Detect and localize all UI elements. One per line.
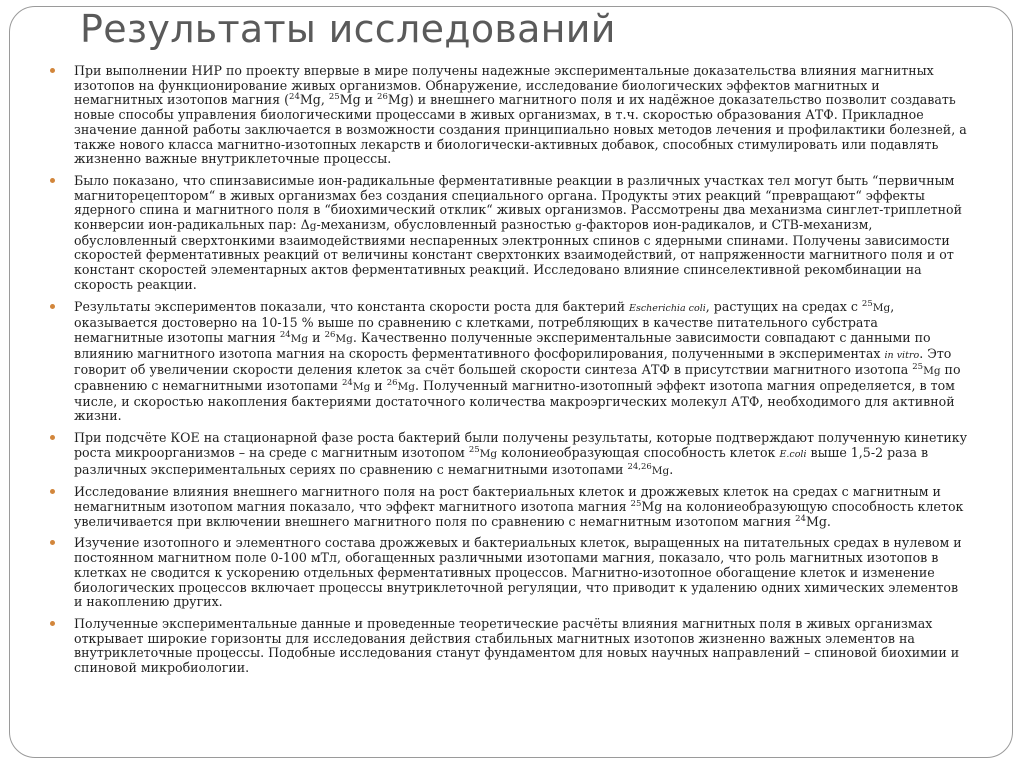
- bullet-paragraph: [74, 536, 970, 610]
- text-run: колониеобразующая способность клеток: [497, 444, 780, 460]
- bullet-dot-icon: [50, 68, 55, 73]
- bullet-dot-icon: [50, 178, 55, 183]
- text-run: Результаты экспериментов показали, что константа скорости роста для бактерий: [74, 298, 630, 314]
- bullet-dot-icon: [50, 621, 55, 626]
- slide-title: Результаты исследований: [80, 7, 616, 51]
- superscript-run: 25: [912, 362, 924, 373]
- small-text-run: Mg: [479, 447, 498, 460]
- text-run: Mg на колониеобразующую способность клеток увеличивается при включении внешнего магнитного поля по сравнению с немагнитным изотопом магния: [74, 498, 964, 529]
- superscript-run: 25: [861, 298, 873, 309]
- bullet-dot-icon: [50, 304, 55, 309]
- text-run: Полученные экспериментальные данные и проведенные теоретические расчёты влияния магнитных поля в живых организмах открывает широкие горизонты для исследования действия стабильных магнитных изотопов жизненно важных элементов на внутриклеточные процессы. Подобные исследования станут фундаментом для новых научных направлений – спиновой биохимии и спиновой микробиологии.: [74, 615, 960, 676]
- bullet-list: [74, 64, 970, 683]
- superscript-run: 25: [630, 498, 642, 509]
- text-run: и: [370, 378, 387, 394]
- text-run: по сравнению с немагнитными изотопами: [74, 362, 961, 394]
- superscript-run: 24: [279, 329, 291, 340]
- italic-run: Escherichia coli: [629, 302, 706, 314]
- superscript-run: 25: [468, 444, 480, 455]
- superscript-run: 24,26: [627, 461, 652, 472]
- text-run: . Качественно полученные экспериментальные зависимости совпадают с данными по влиянию магнитного изотопа магния на скорость ферментативного фосфорилирования, полученными в экспериментах: [74, 329, 931, 361]
- superscript-run: 24: [289, 92, 300, 103]
- text-run: Изучение изотопного и элементного состава дрожжевых и бактериальных клеток, выращенных на питательных средах в нулевом и постоянном магнитном поле 0-100 мТл, обогащенных различными изотопами магния, показало, что роль магнитных изотопов в клетках не сводится к ускорению отдельных ферментативных процессов. Магнитно-изотопное обогащение клеток и изменение биологических процессов включает процессы внутриклеточной регуляции, что приводит к удалению одних химических элементов и накоплению других.: [74, 535, 962, 610]
- text-run: и: [308, 329, 325, 345]
- text-run: При выполнении НИР по проекту впервые в мире получены надежные экспериментальные доказательства влияния магнитных изотопов на функционирование живых организмов. Обнаружение, исследование биологических эффектов магнитных и немагнитных изотопов магния (: [74, 63, 934, 108]
- bullet-paragraph: [74, 485, 970, 529]
- small-text-run: Mg: [397, 381, 416, 394]
- text-run: , оказывается достоверно на 10-15 % выше по сравнению с клетками, потребляющих в качестве питательного субстрата немагнитные изотопы магния: [74, 298, 895, 345]
- small-text-run: Mg: [290, 332, 309, 345]
- small-text-run: Mg: [651, 464, 670, 477]
- superscript-run: 24: [795, 513, 806, 524]
- text-run: -механизм, обусловленный разностью: [316, 217, 576, 233]
- italic-run: in vitro: [884, 349, 920, 361]
- text-run: Mg) и внешнего магнитного поля и их надёжное доказательство позволит создавать новые способы управления биологическими процессами в живых организмах, в т.ч. скоростью образования АТФ. Прикладное значение данной работы заключается в возможности создания принципиально новых методов лечения и профилактики болезней, а также нового класса магнитно-изотопных лекарств и биологически-активных добавок, способных стимулировать или подавлять жизненно важные внутриклеточные процессы.: [74, 92, 967, 167]
- superscript-run: 25: [328, 92, 340, 103]
- small-text-run: g: [575, 220, 582, 233]
- text-run: . Это говорит об увеличении скорости деления клеток за счёт большей скорости синтеза АТФ в присутствии магнитного изотопа: [74, 345, 952, 378]
- text-run: .: [669, 461, 674, 477]
- bullet-paragraph: [74, 431, 970, 478]
- text-run: выше 1,5-2 раза в различных экспериментальных сериях по сравнению с немагнитными изотопами: [74, 444, 929, 477]
- bullet-paragraph: [74, 617, 970, 676]
- text-run: . Полученный магнитно-изотопный эффект изотопа магния определяется, в том числе, и скоростью накопления бактериями достаточного количества макроэргических молекул АТФ, необходимого для активной жизни.: [74, 378, 955, 424]
- superscript-run: 26: [377, 92, 388, 103]
- text-run: При подсчёте КОЕ на стационарной фазе роста бактерий были получены результаты, которые подтверждают полученную кинетику роста микроорганизмов – на среде с магнитным изотопом: [74, 430, 968, 460]
- text-run: Mg,: [299, 92, 329, 108]
- bullet-paragraph: [74, 64, 970, 167]
- superscript-run: 24: [341, 377, 353, 388]
- bullet-paragraph: [74, 174, 970, 293]
- text-run: Mg.: [805, 513, 831, 529]
- italic-run: E.coli: [779, 448, 807, 460]
- text-run: -факторов ион-радикалов, и СТВ-механизм, обусловленный сверхтонкими взаимодействиями неспаренных электронных спинов с ядерными спинами. Получены зависимости скоростей ферментативных реакций от величины констант сверхтонких взаимодействий, от напряженности магнитного поля и от констант скоростей элементарных актов ферментативных реакций. Исследовано влияние спинселективной рекомбинации на скорость реакции.: [74, 217, 954, 292]
- superscript-run: 26: [324, 329, 336, 340]
- text-run: Было показано, что спинзависимые ион-радикальные ферментативные реакции в различных участках тел могут быть “первичным магниторецептором“ в живых организмах без создания специального органа. Продукты этих реакций “превращают“ эффекты ядерного спина и магнитного поля в “биохимический отклик“ живых организмов. Рассмотрены два механизма синглет-триплетной конверсии ион-радикальных пар: Δ: [74, 172, 963, 233]
- text-run: , растущих на средах с: [705, 298, 862, 314]
- superscript-run: 26: [386, 377, 398, 388]
- text-run: Mg и: [339, 92, 378, 108]
- bullet-paragraph: [74, 300, 970, 425]
- small-text-run: Mg: [923, 365, 941, 378]
- small-text-run: Mg: [872, 301, 891, 314]
- text-run: Исследование влияния внешнего магнитного поля на рост бактериальных клеток и дрожжевых клеток на средах с магнитным и немагнитным изотопом магния показало, что эффект магнитного изотопа магния: [74, 484, 941, 514]
- small-text-run: Mg: [335, 332, 353, 345]
- small-text-run: Mg: [352, 381, 371, 394]
- small-text-run: g: [309, 220, 317, 233]
